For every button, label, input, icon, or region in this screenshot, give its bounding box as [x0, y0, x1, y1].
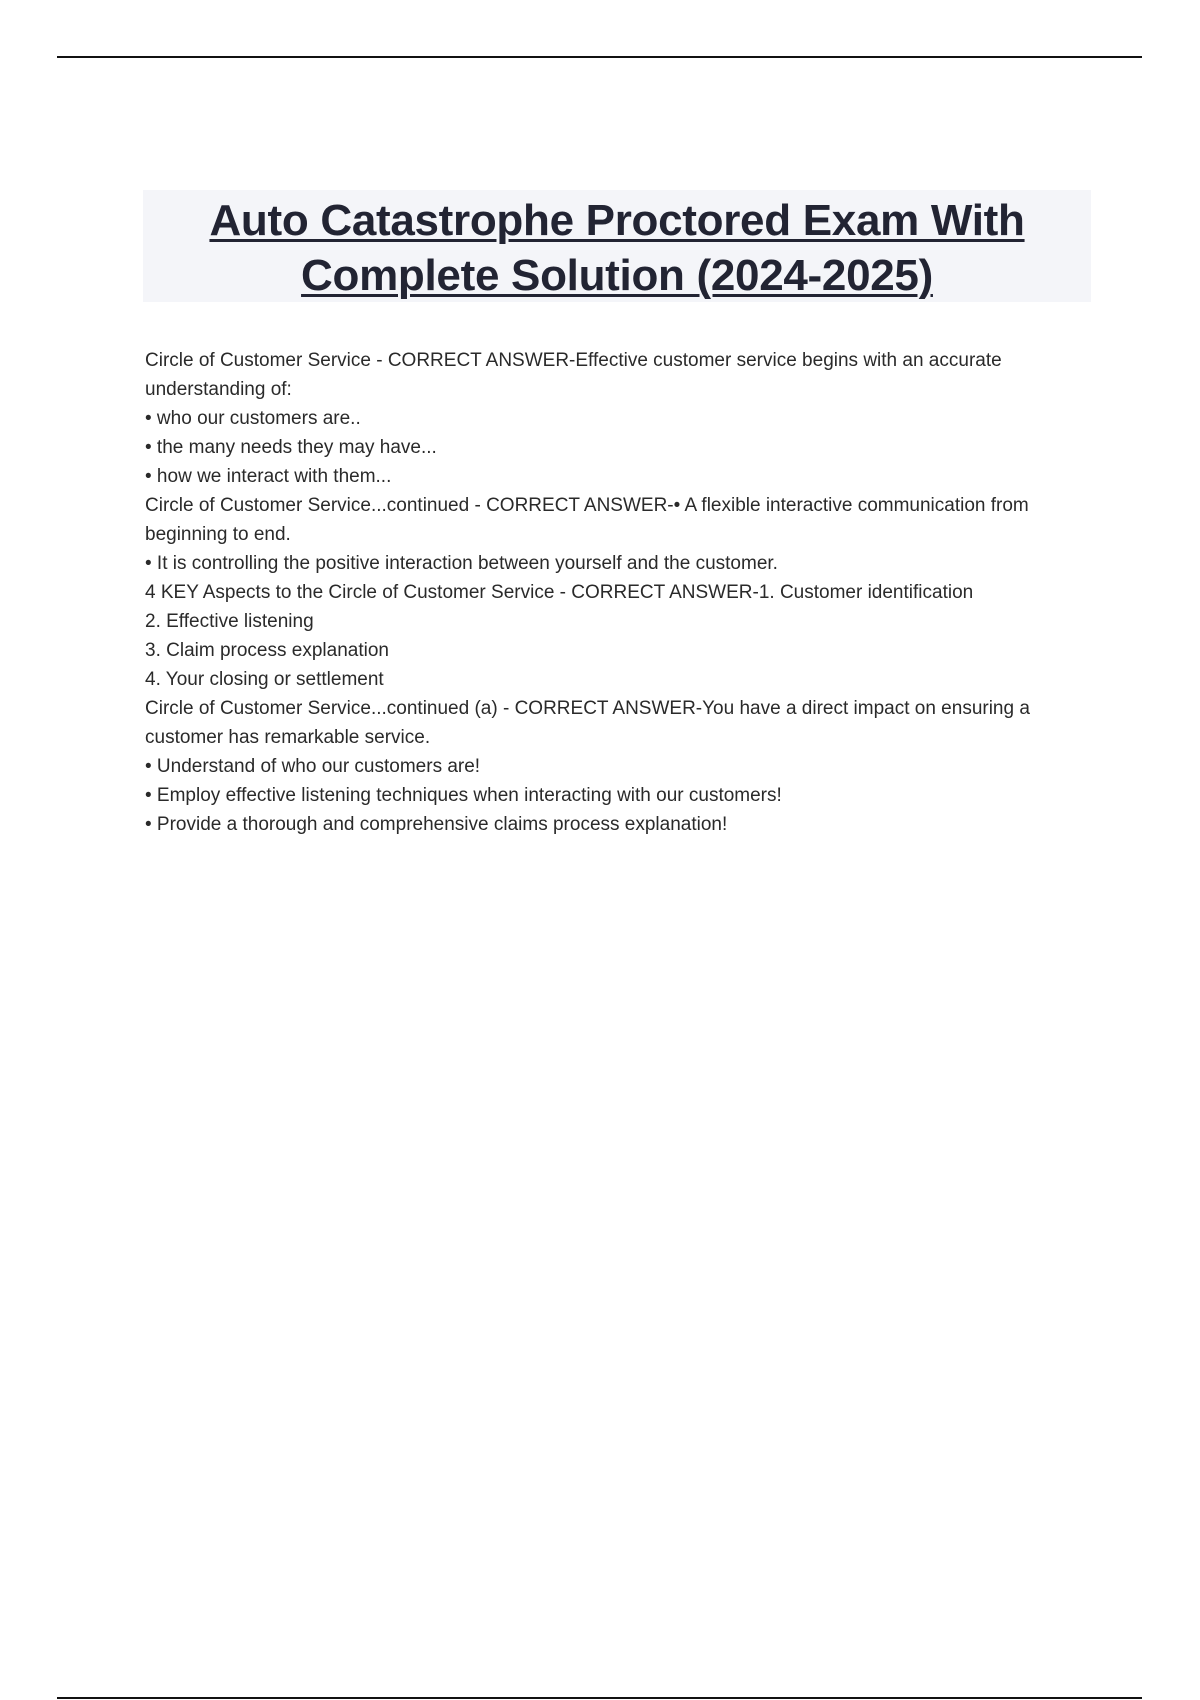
list-item: 2. Effective listening	[145, 611, 314, 632]
qa-item-4	[145, 694, 1085, 839]
bullet-item: • Provide a thorough and comprehensive claims process explanation!	[145, 814, 728, 835]
question-text: Circle of Customer Service - CORRECT ANSWER-Effective customer service begins with an accurate understanding of:	[145, 350, 1002, 400]
bullet-item: • Understand of who our customers are!	[145, 756, 481, 777]
qa-item-2	[145, 491, 1085, 578]
title-line-2: Complete Solution (2024-2025)	[301, 251, 933, 300]
list-item: 3. Claim process explanation	[145, 640, 389, 661]
qa-item-1	[145, 346, 1085, 491]
title-banner	[143, 190, 1091, 302]
question-text: 4 KEY Aspects to the Circle of Customer Service - CORRECT ANSWER-1. Customer identification	[145, 582, 974, 603]
bullet-item: • the many needs they may have...	[145, 437, 437, 458]
document-body	[145, 346, 1085, 839]
bullet-item: • how we interact with them...	[145, 466, 392, 487]
bullet-item: • Employ effective listening techniques when interacting with our customers!	[145, 785, 782, 806]
bottom-rule	[57, 1697, 1142, 1699]
document-title	[143, 190, 1091, 303]
top-rule	[57, 56, 1142, 58]
title-line-1: Auto Catastrophe Proctored Exam With	[209, 196, 1025, 245]
question-text: Circle of Customer Service...continued (a) - CORRECT ANSWER-You have a direct impact on ensuring a customer has remarkable service.	[145, 698, 1030, 748]
qa-item-3	[145, 578, 1085, 694]
bullet-item: • It is controlling the positive interaction between yourself and the customer.	[145, 553, 778, 574]
question-text: Circle of Customer Service...continued - CORRECT ANSWER-• A flexible interactive communication from beginning to end.	[145, 495, 1029, 545]
bullet-item: • who our customers are..	[145, 408, 361, 429]
list-item: 4. Your closing or settlement	[145, 669, 384, 690]
